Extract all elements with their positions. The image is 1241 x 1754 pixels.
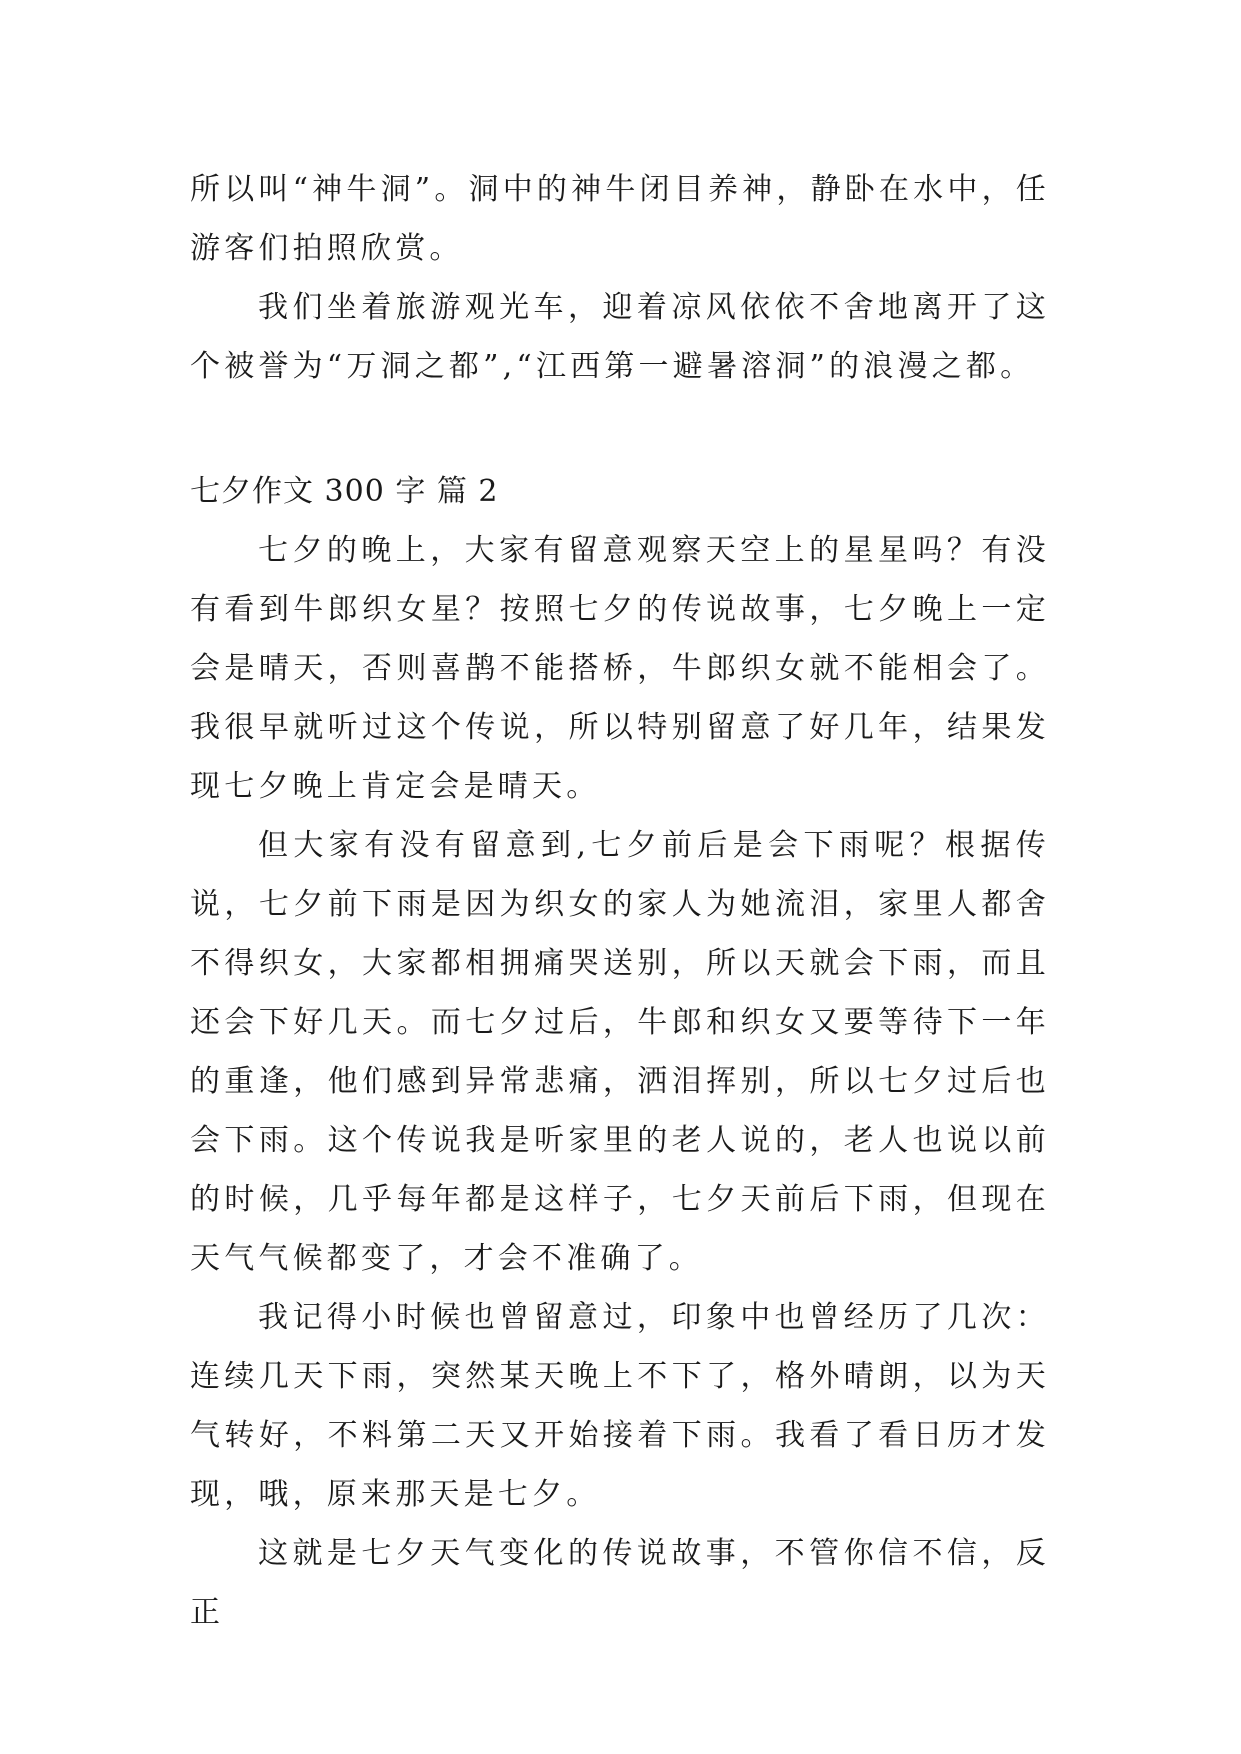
paragraph-farewell: 我们坐着旅游观光车，迎着凉风依依不舍地离开了这个被誉为“万洞之都”,“江西第一避暑溶洞”的浪漫之都。: [190, 290, 1050, 384]
paragraph-memory: 我记得小时候也曾留意过，印象中也曾经历了几次：连续几天下雨，突然某天晚上不下了，格外晴朗，以为天气转好，不料第二天又开始接着下雨。我看了看日历才发现，哦，原来那天是七夕。: [190, 1300, 1050, 1512]
paragraph-conclusion: 这就是七夕天气变化的传说故事，不管你信不信，反正: [190, 1536, 1050, 1630]
section-gap: [190, 396, 1050, 462]
section-heading: 七夕作文 300 字 篇 2: [190, 474, 499, 509]
paragraph-rain-legend: 但大家有没有留意到,七夕前后是会下雨呢？根据传说，七夕前下雨是因为织女的家人为她流泪，家里人都舍不得织女，大家都相拥痛哭送别，所以天就会下雨，而且还会下好几天。而七夕过后，牛郎和织女又要等待下一年的重逢，他们感到异常悲痛，洒泪挥别，所以七夕过后也会下雨。这个传说我是听家里的老人说的，老人也说以前的时候，几乎每年都是这样子，七夕天前后下雨，但现在天气气候都变了，才会不准确了。: [190, 828, 1050, 1276]
paragraph-qixi-night: 七夕的晚上，大家有留意观察天空上的星星吗？有没有看到牛郎织女星？按照七夕的传说故事，七夕晚上一定会是晴天，否则喜鹊不能搭桥，牛郎织女就不能相会了。我很早就听过这个传说，所以特别留意了好几年，结果发现七夕晚上肯定会是晴天。: [190, 533, 1050, 804]
document-body: [190, 160, 1050, 1642]
paragraph-continuation: 所以叫“神牛洞”。洞中的神牛闭目养神，静卧在水中，任游客们拍照欣赏。: [190, 172, 1050, 266]
